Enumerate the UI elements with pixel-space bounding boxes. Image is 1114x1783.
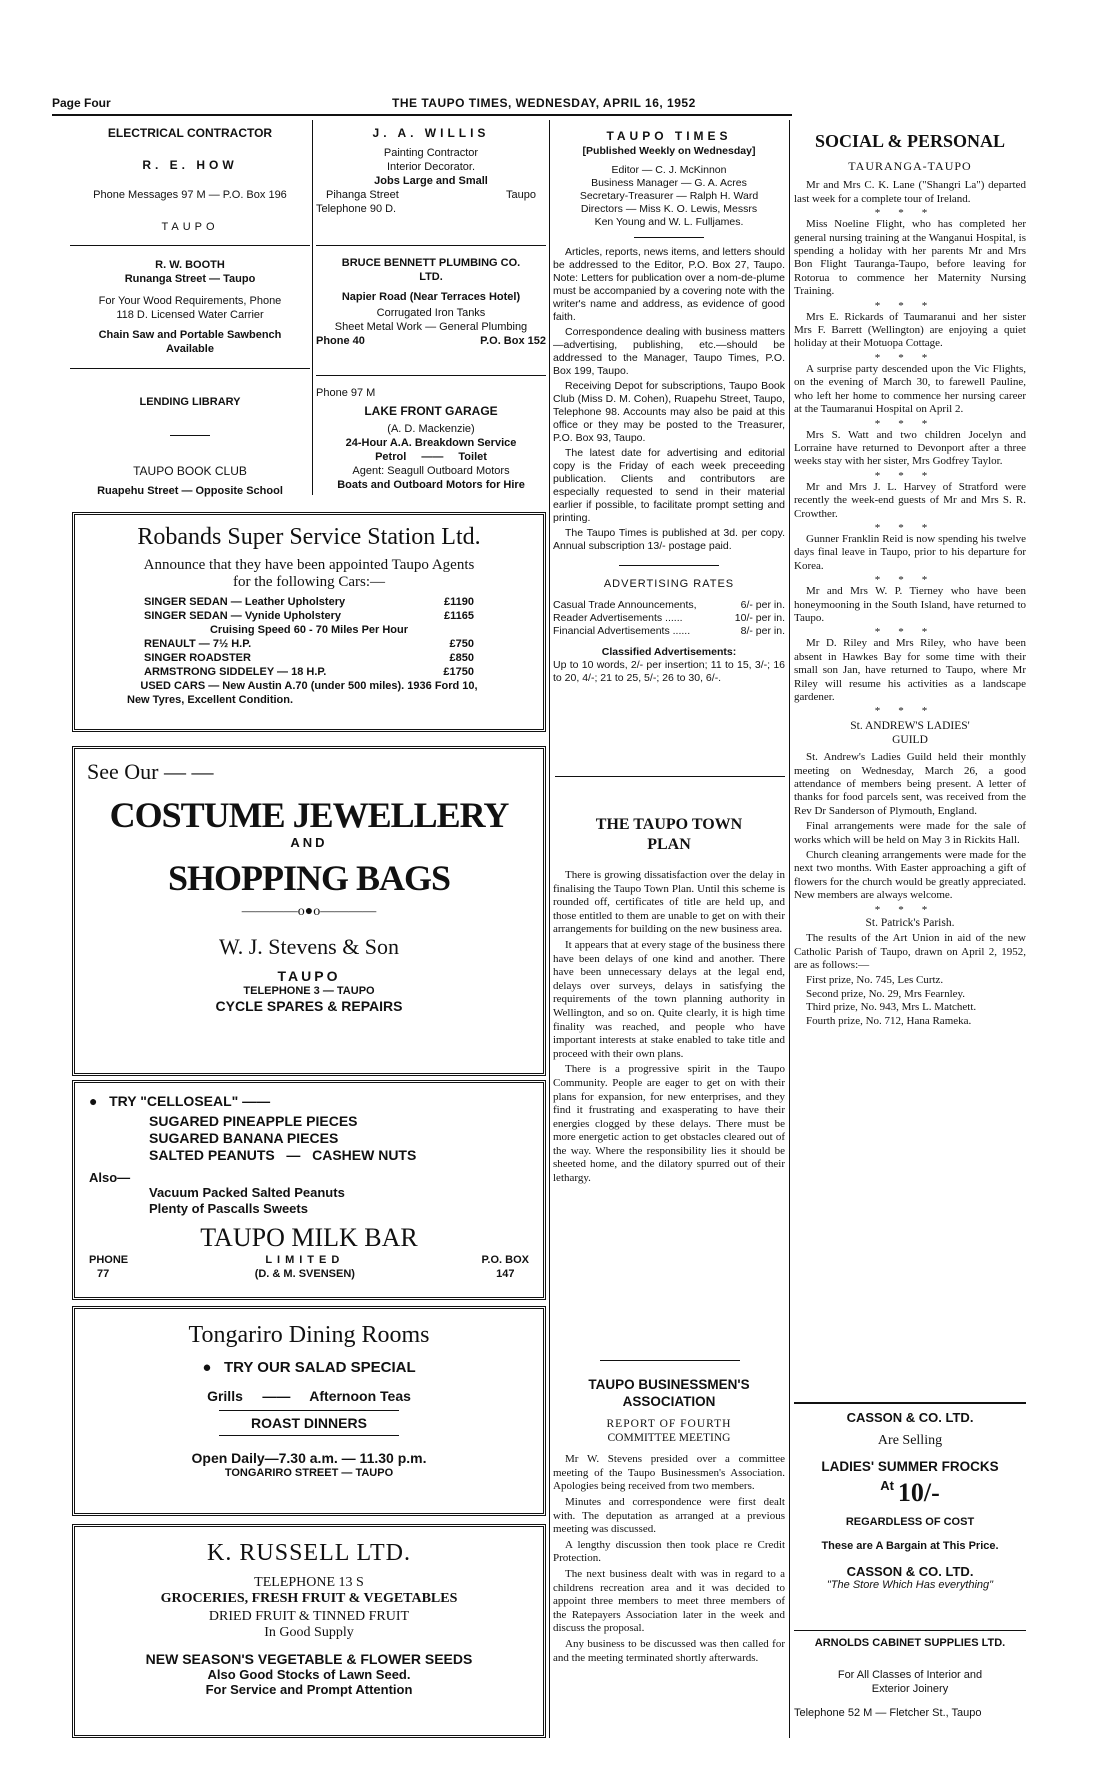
article-para: There is a progressive spirit in the Taupo Community. People are eager to get on with their plans for expansion, for new enterprises, and they find it frustrating and exasperating to have their energies clogged by these delays. There must be more energetic action to get obstacles cleared out of the way. Where the responsibility lies it should be sheeted home, and the dilatory spurred out of their lethargy.	[553, 1063, 785, 1185]
ad-line: for the following Cars:—	[232, 574, 386, 590]
staff-line: Editor — C. J. McKinnon	[611, 164, 727, 176]
article-title: PLAN	[647, 836, 691, 853]
social-item: Mrs S. Watt and two children Jocelyn and Lorraine have returned to Devonport after a three weeks stay with her sister, Mrs Godfrey Taylor.	[794, 428, 1026, 468]
ad-phone: TELEPHONE 13 S	[254, 1575, 364, 1590]
rule	[70, 368, 310, 369]
ad-title: ELECTRICAL CONTRACTOR	[107, 126, 273, 140]
ad-at: At	[880, 1478, 894, 1493]
ad-town: TAUPO	[277, 968, 341, 984]
ad-price: 10/-	[897, 1478, 940, 1507]
info-body: Correspondence dealing with business matters—advertising, publishing, etc.—should be addressed to the Manager, Taupo Times, P.O. Box 199, Taupo.	[553, 326, 785, 377]
ad-library	[70, 395, 310, 498]
ad-used: New Tyres, Excellent Condition.	[127, 694, 294, 706]
staff-line: Directors — Miss K. O. Lewis, Messrs	[580, 203, 758, 215]
rule	[555, 776, 785, 777]
ad-town: TAUPO	[161, 221, 219, 233]
ad-phone: 77	[97, 1268, 110, 1280]
ad-selling: Are Selling	[877, 1433, 943, 1448]
rate-price: 6/- per in.	[740, 599, 785, 611]
ad-phone: Telephone 90 D.	[316, 203, 397, 215]
rate-row	[553, 625, 785, 638]
ad-line: Agent: Seagull Outboard Motors	[352, 465, 510, 477]
info-body: Articles, reports, news items, and letters should be addressed to the Editor, P.O. Box 27, Taupo. Note: Letters for publication over a nom-de-plume must be accompanied by a covering note with the writer's name and address, as evidence of good faith.	[553, 246, 786, 323]
separator: ***	[874, 351, 946, 364]
ad-stevens	[72, 746, 546, 1076]
staff-line: Ken Young and W. L. Fulljames.	[594, 216, 744, 228]
social-item: Mr and Mrs C. K. Lane ("Shangri La") departed last week for a complete tour of Ireland.	[794, 179, 1026, 205]
article-para: Minutes and correspondence were first dealt with. The deputation as arranged at a previous meeting was discussed.	[553, 1495, 785, 1536]
ad-try-text: TRY OUR SALAD SPECIAL	[223, 1359, 416, 1376]
ad-address: Napier Road (Near Terraces Hotel)	[341, 291, 521, 303]
prize: Third prize, No. 943, Mrs L. Matchett.	[806, 1001, 977, 1014]
ad-line: Available	[166, 343, 214, 355]
article-para: Any business to be discussed was then called for and the meeting terminated shortly afterwards.	[553, 1637, 785, 1664]
prize: Second prize, No. 29, Mrs Fearnley.	[806, 987, 966, 1000]
car-price: £750	[449, 638, 474, 650]
social-sub: TAURANGA-TAUPO	[848, 159, 972, 173]
info-body: The latest date for advertising and editorial copy is the Friday of each week preceeding publication. Clients and contributors are especially requested to send in their material earlier if possible, to facilitate prompt setting and printing.	[553, 447, 785, 524]
ad-street: TONGARIRO STREET — TAUPO	[224, 1467, 394, 1479]
social-title: SOCIAL & PERSONAL	[814, 131, 1006, 151]
ad-item: LADIES' SUMMER FROCKS	[821, 1459, 999, 1474]
ad-line: CYCLE SPARES & REPAIRS	[215, 998, 403, 1014]
classified-title: Classified Advertisements:	[601, 646, 737, 658]
ad-line: Jobs Large and Small	[374, 175, 488, 187]
ad-phone: Phone 97 M	[316, 387, 376, 399]
separator: ***	[874, 469, 946, 482]
social-item: Mrs E. Rickards of Taumaranui and her sister Mrs F. Barrett (Wellington) are enjoying a quiet holiday at their Motuopa Cottage.	[794, 310, 1026, 350]
ad-street: Pihanga Street	[326, 189, 399, 201]
ad-line: GROCERIES, FRESH FRUIT & VEGETABLES	[160, 1591, 458, 1606]
article-title: ASSOCIATION	[622, 1394, 716, 1409]
ad-milkbar	[72, 1080, 546, 1300]
rates-list	[553, 599, 785, 638]
separator: ***	[874, 903, 946, 916]
column-rule	[789, 120, 790, 1738]
ad-item: SUGARED PINEAPPLE PIECES	[149, 1113, 358, 1129]
ad-line: 24-Hour A.A. Breakdown Service	[345, 437, 517, 449]
social-item: Mr and Mrs W. P. Tierney who have been honeymooning in the South Island, have returned to Taupo.	[794, 585, 1026, 624]
ad-address: Runanga Street — Taupo	[124, 273, 256, 285]
ad-try: ● TRY "CELLOSEAL" ——	[89, 1093, 271, 1109]
ad-town: Taupo	[506, 189, 536, 201]
ad-box: 147	[496, 1268, 515, 1280]
ad-grills: Grills	[207, 1388, 243, 1404]
ad-phone-block	[89, 1253, 128, 1281]
social-item: Mr and Mrs J. L. Harvey of Stratford were recently the week-end guests of Mr and Mrs S. R. Crowther.	[794, 480, 1026, 520]
ad-and: AND	[290, 835, 328, 850]
ad-line: Interior Decorator.	[386, 161, 476, 173]
ad-owner: (A. D. Mackenzie)	[387, 423, 475, 435]
car-name: Cruising Speed 60 - 70 Miles Per Hour	[209, 624, 409, 636]
ad-line: For Your Wood Requirements, Phone	[98, 295, 282, 307]
separator: ***	[874, 207, 946, 220]
rate-price: 10/- per in.	[734, 612, 785, 624]
prize-list	[794, 974, 1026, 1028]
ad-casson	[794, 1410, 1026, 1591]
separator: ***	[874, 626, 946, 639]
separator: ***	[874, 574, 946, 587]
info-body: Receiving Depot for subscriptions, Taupo Book Club (Miss D. M. Cohen), Ruapehu Street, Taupo, Telephone 98. Accounts may also be paid at this office or they may be posted to the Treasurer, P.O. Box 93, Taupo.	[553, 380, 785, 444]
rule	[219, 1435, 399, 1436]
column-rule	[549, 120, 550, 1738]
column-rule	[312, 120, 313, 495]
ad-garage	[316, 386, 546, 492]
ad-booth	[70, 258, 310, 356]
ad-arnolds	[794, 1636, 1026, 1720]
ad-box-label: P.O. BOX	[481, 1254, 529, 1266]
ad-line: For All Classes of Interior and	[837, 1669, 983, 1681]
separator: ***	[874, 299, 946, 312]
ad-row: Petrol —— Toilet	[375, 451, 487, 463]
guild-para: Church cleaning arrangements were made for the next two months. With Easter approaching a gift of flowers for the church would be greatly appreciated. New members are always welcome.	[794, 849, 1026, 902]
ad-name: J. A. WILLIS	[372, 126, 490, 140]
ad-title: Robands Super Service Station Ltd.	[137, 524, 481, 550]
staff-line: Business Manager — G. A. Acres	[591, 177, 747, 189]
ad-phone: Phone 40	[316, 335, 365, 347]
ad-row	[316, 334, 546, 348]
ad-russell	[72, 1524, 546, 1738]
ad-limited-block	[255, 1253, 355, 1281]
ad-title: Tongariro Dining Rooms	[188, 1322, 430, 1348]
ad-phone: TELEPHONE 3 — TAUPO	[243, 985, 375, 997]
ad-line: DRIED FRUIT & TINNED FRUIT	[208, 1609, 410, 1624]
ad-name: CASSON & CO. LTD.	[846, 1410, 974, 1425]
ad-line: Boats and Outboard Motors for Hire	[337, 479, 525, 491]
ad-peanuts: SALTED PEANUTS	[149, 1147, 275, 1163]
ad-petrol: Petrol	[375, 451, 407, 463]
guild-title: St. ANDREW'S LADIES'	[850, 720, 970, 733]
ad-line: Painting Contractor	[383, 147, 479, 159]
ad-used: USED CARS — New Austin A.70 (under 500 miles). 1936 Ford 10,	[140, 680, 478, 692]
separator: ***	[874, 705, 946, 718]
ad-ltd: LTD.	[419, 271, 443, 283]
car-row	[144, 595, 474, 609]
ad-name: ARNOLDS CABINET SUPPLIES LTD.	[814, 1637, 1006, 1649]
car-name: SINGER SEDAN — Vynide Upholstery	[144, 610, 342, 622]
ad-name: TAUPO MILK BAR	[200, 1223, 418, 1252]
ad-line: Sheet Metal Work — General Plumbing	[334, 321, 528, 333]
rate-name: Reader Advertisements ......	[553, 612, 683, 624]
guild-title: GUILD	[892, 733, 928, 746]
ad-row: Grills —— Afternoon Teas	[207, 1388, 411, 1404]
car-row	[144, 609, 474, 623]
prize: Fourth prize, No. 712, Hana Rameka.	[806, 1014, 972, 1027]
rule	[634, 237, 704, 238]
article-para: The next business dealt with was in regard to a childrens recreation area and it was decided to appoint three members to meet three members of the Ratepayers Association later in the week and discuss the proposal.	[553, 1567, 785, 1635]
rate-price: 8/- per in.	[740, 625, 785, 637]
article-sub: REPORT OF FOURTH	[606, 1418, 732, 1430]
ad-row	[316, 188, 546, 202]
parish-para: The results of the Art Union in aid of the new Catholic Parish of Taupo, drawn on April 2, 1952, are as follows:—	[794, 932, 1026, 971]
separator: ***	[874, 521, 946, 534]
ad-phone: Phone Messages 97 M — P.O. Box 196	[93, 189, 287, 201]
ad-price-row	[794, 1478, 1026, 1508]
ad-footer	[89, 1253, 529, 1281]
ad-item: SALTED PEANUTS — CASHEW NUTS	[149, 1147, 417, 1163]
ad-regardless: REGARDLESS OF COST	[845, 1516, 975, 1528]
ad-owners: (D. & M. SVENSEN)	[254, 1268, 355, 1280]
rule	[600, 1360, 740, 1361]
ad-name: R. W. BOOTH	[155, 259, 225, 271]
article-para: A lengthy discussion then took place re Credit Protection.	[553, 1538, 785, 1565]
ad-line: Exterior Joinery	[871, 1683, 949, 1695]
ad-limited: LIMITED	[265, 1254, 345, 1266]
social-item: A surprise party descended upon the Vic Flights, on the evening of March 30, to farewell Pauline, who left her home to commence her nursing career at the Taumaranui Hospital on April 2.	[794, 362, 1026, 416]
page-header	[52, 96, 792, 114]
car-name: ARMSTRONG SIDDELEY — 18 H.P.	[144, 666, 327, 678]
article-sub: COMMITTEE MEETING	[607, 1431, 731, 1444]
ad-see: See Our — —	[87, 759, 214, 784]
car-name: RENAULT — 7½ H.P.	[144, 638, 252, 650]
ad-name: LAKE FRONT GARAGE	[364, 404, 498, 418]
article-title: THE TAUPO TOWN	[595, 816, 743, 833]
ad-name: BRUCE BENNETT PLUMBING CO.	[341, 257, 521, 269]
ad-title: COSTUME JEWELLERY	[109, 795, 509, 835]
ad-box-block	[482, 1253, 529, 1281]
social-item: Miss Noeline Flight, who has completed her general nursing training at the Wanganui Hospital, is spending a holiday with her parents Mr and Mrs Bon Flight Tauranga-Taupo, before leaving for Rotorua to commence her Maternity Nursing Training.	[794, 218, 1026, 298]
ad-cashew: CASHEW NUTS	[312, 1147, 417, 1163]
ad-item: Vacuum Packed Salted Peanuts	[149, 1185, 345, 1200]
ad-title: SHOPPING BAGS	[167, 858, 451, 898]
car-row	[144, 651, 474, 665]
rate-name: Financial Advertisements ......	[553, 625, 691, 637]
ad-line: Chain Saw and Portable Sawbench	[98, 329, 282, 341]
ad-line: Announce that they have been appointed Taupo Agents	[143, 557, 475, 573]
rule	[316, 375, 546, 376]
rule	[70, 245, 310, 246]
rule	[619, 565, 719, 566]
ad-line: Also Good Stocks of Lawn Seed.	[207, 1667, 411, 1682]
rate-row	[553, 599, 785, 612]
rates-title: ADVERTISING RATES	[603, 578, 735, 590]
rate-row	[553, 612, 785, 625]
prize: First prize, No. 745, Les Curtz.	[806, 974, 944, 987]
ad-willis	[316, 126, 546, 216]
ad-item: SUGARED BANANA PIECES	[149, 1130, 339, 1146]
times-info	[553, 130, 785, 685]
ad-phone-label: PHONE	[89, 1254, 129, 1266]
ad-toilet: Toilet	[458, 451, 487, 463]
ad-name: R. E. HOW	[142, 158, 238, 172]
ad-name: W. J. Stevens & Son	[218, 934, 400, 959]
masthead: THE TAUPO TIMES, WEDNESDAY, APRIL 16, 1952	[392, 96, 696, 110]
ad-title: LENDING LIBRARY	[139, 396, 241, 408]
separator: ***	[874, 417, 946, 430]
ad-open: Open Daily—7.30 a.m. — 11.30 p.m.	[191, 1450, 427, 1466]
ad-slogan: "The Store Which Has everything"	[826, 1579, 994, 1591]
article-para: Mr W. Stevens presided over a committee meeting of the Taupo Businessmen's Association. Apologies being received from two members.	[553, 1453, 785, 1493]
car-price: £850	[449, 652, 474, 664]
page-number: Page Four	[52, 96, 111, 110]
rule	[316, 245, 546, 246]
article-businessmen	[553, 1376, 785, 1667]
ad-bargain: These are A Bargain at This Price.	[821, 1540, 999, 1552]
ad-line: NEW SEASON'S VEGETABLE & FLOWER SEEDS	[145, 1651, 473, 1667]
rate-name: Casual Trade Announcements,	[553, 599, 697, 611]
car-row	[144, 637, 474, 651]
ad-try-text: TRY "CELLOSEAL" ——	[109, 1093, 271, 1109]
ad-line: In Good Supply	[264, 1625, 354, 1640]
ad-club: TAUPO BOOK CLUB	[133, 464, 247, 478]
ad-dining	[72, 1306, 546, 1516]
article-title: TAUPO BUSINESSMEN'S	[588, 1377, 750, 1392]
rule	[170, 435, 210, 436]
parish-title: St. Patrick's Parish.	[865, 916, 955, 929]
ad-also-list	[89, 1185, 529, 1217]
ad-roast: ROAST DINNERS	[251, 1415, 367, 1431]
ad-phone: Telephone 52 M — Fletcher St., Taupo	[794, 1707, 982, 1719]
car-price: £1750	[443, 666, 474, 678]
social-column	[794, 130, 1026, 1028]
classified-body: Up to 10 words, 2/- per insertion; 11 to 15, 3/-; 16 to 20, 4/-; 21 to 25, 5/-; 26 to 30, 6/-.	[553, 659, 785, 684]
ad-line: 118 D. Licensed Water Carrier	[116, 309, 264, 321]
car-name: SINGER ROADSTER	[144, 652, 251, 664]
car-price: £1190	[444, 596, 474, 608]
article-town-plan	[553, 815, 785, 1188]
header-rule	[52, 114, 792, 116]
guild-para: Final arrangements were made for the sale of works which will be held on May 3 in Rickits Hall.	[794, 820, 1026, 846]
ad-electrical	[70, 126, 310, 234]
info-staff	[553, 164, 785, 229]
ad-line: Corrugated Iron Tanks	[376, 307, 486, 319]
info-title: TAUPO TIMES	[606, 129, 732, 143]
rule	[219, 1410, 399, 1411]
ad-item: Plenty of Pascalls Sweets	[149, 1201, 308, 1216]
ad-address: Ruapehu Street — Opposite School	[97, 485, 283, 497]
ad-bennett	[316, 256, 546, 348]
ad-also: Also—	[89, 1170, 131, 1185]
ad-title: K. RUSSELL LTD.	[207, 1540, 411, 1566]
article-para: It appears that at every stage of the business there have been delays of one kind and another. There have been unnecessary delays at the legal end, delays over surveys, delays in satisfying the requirements of the town planning authority in Wellington, and so on. Quite clearly, it is high time finality was reached, and people who have important interests at stake enabled to take title and proceed with their own plans.	[553, 938, 785, 1060]
rule	[794, 1630, 1026, 1631]
info-body: The Taupo Times is published at 3d. per copy. Annual subscription 13/- postage paid.	[553, 527, 785, 552]
social-item: Gunner Franklin Reid is now spending his twelve days final leave in Taupo, prior to his departure for Korea.	[794, 532, 1026, 572]
rule	[794, 1402, 1026, 1404]
car-row	[144, 665, 474, 679]
info-sub: [Published Weekly on Wednesday]	[582, 145, 756, 157]
staff-line: Secretary-Treasurer — Ralph H. Ward	[579, 190, 759, 202]
car-name: SINGER SEDAN — Leather Upholstery	[144, 596, 346, 608]
article-para: There is growing dissatisfaction over the delay in finalising the Taupo Town Plan. Until this scheme is rounded off, certificates of title are held up, and those entitled to them are unable to get on with their arrangements for building on the new business area.	[553, 869, 785, 936]
ornament: ————o●o————	[241, 904, 377, 919]
car-list	[144, 595, 474, 679]
ad-items	[89, 1113, 529, 1164]
ad-line: For Service and Prompt Attention	[205, 1682, 413, 1697]
car-row	[144, 623, 474, 637]
ad-teas: Afternoon Teas	[309, 1388, 411, 1404]
car-price: £1165	[444, 610, 474, 622]
ad-box: P.O. Box 152	[480, 335, 546, 347]
ad-try: ● TRY OUR SALAD SPECIAL	[202, 1359, 416, 1376]
ad-name: CASSON & CO. LTD.	[846, 1564, 974, 1579]
guild-para: St. Andrew's Ladies Guild held their monthly meeting on Wednesday, March 26, a good attendance of members being present. A letter of thanks for food parcels sent, was received from the Rev Dr Sanderson of Plymouth, England.	[794, 751, 1026, 817]
ad-robands	[72, 512, 546, 732]
social-item: Mr D. Riley and Mrs Riley, who have been absent in Hawkes Bay for some time with their small son Jan, have returned to Taupo, where Mr Riley will resume his activities as a landscape gardener.	[794, 637, 1026, 703]
